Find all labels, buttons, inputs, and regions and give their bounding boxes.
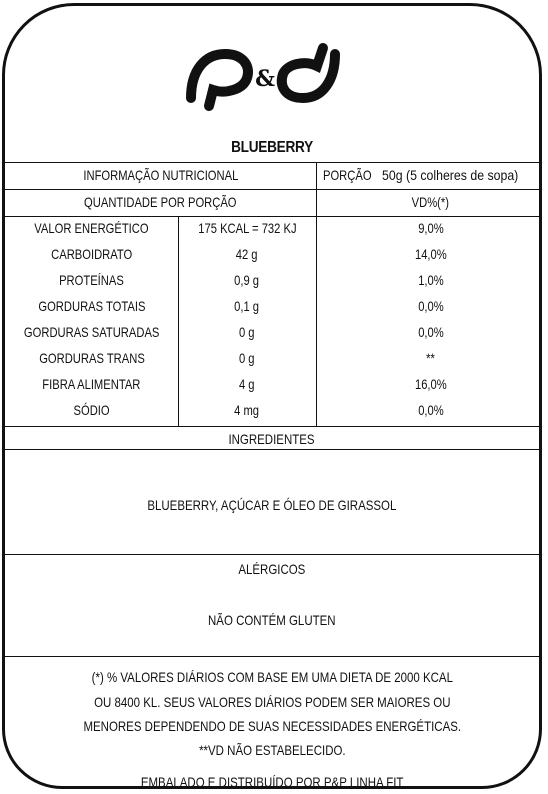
nutrient-amount: 42 g xyxy=(236,246,258,262)
nutrient-name: FIBRA ALIMENTAR xyxy=(42,376,141,392)
footnote-line: OU 8400 KL. SEUS VALORES DIÁRIOS PODEM SER MAIORES OU xyxy=(93,694,451,710)
ingredients-text: BLUEBERRY, AÇÚCAR E ÓLEO DE GIRASSOL xyxy=(147,497,397,513)
nutrient-name: SÓDIO xyxy=(73,402,110,418)
nutrient-amount: 175 KCAL = 732 KJ xyxy=(197,220,297,236)
nutrient-amount: 0 g xyxy=(239,350,255,366)
ingredients-title: INGREDIENTES xyxy=(228,431,316,447)
nutrient-vd: 0,0% xyxy=(417,298,444,314)
product-name: BLUEBERRY xyxy=(231,139,313,156)
nutrient-name: GORDURAS TRANS xyxy=(38,350,145,366)
nutrient-vd: 1,0% xyxy=(417,272,444,288)
nutrition-info-header: INFORMAÇÃO NUTRICIONAL xyxy=(83,167,238,183)
footnote-line: **VD NÃO ESTABELECIDO. xyxy=(198,742,346,758)
nutrient-vd: 16,0% xyxy=(414,376,447,392)
brand-logo xyxy=(185,40,345,120)
nutrient-name: GORDURAS SATURADAS xyxy=(23,324,160,340)
quantity-header: QUANTIDADE POR PORÇÃO xyxy=(84,194,237,210)
nutrient-amount: 0,9 g xyxy=(234,272,260,288)
nutrient-amount: 0,1 g xyxy=(234,298,260,314)
portion-value: 50g (5 colheres de sopa) xyxy=(381,167,518,183)
nutrient-name: PROTEÍNAS xyxy=(59,272,124,288)
vd-header: VD%(*) xyxy=(411,194,450,210)
portion-label: PORÇÃO xyxy=(323,167,372,183)
nutrient-amount: 4 g xyxy=(239,376,255,392)
footnote-line: MENORES DEPENDENDO DE SUAS NECESSIDADES ENERGÉTICAS. xyxy=(83,718,461,734)
nutrient-vd: 0,0% xyxy=(417,324,444,340)
nutrient-vd: 14,0% xyxy=(414,246,447,262)
svg-text:&: & xyxy=(255,66,275,92)
nutrient-vd: 0,0% xyxy=(417,402,444,418)
allergens-title: ALÉRGICOS xyxy=(238,561,306,577)
nutrient-name: CARBOIDRATO xyxy=(50,246,133,262)
nutrient-amount: 0 g xyxy=(239,324,255,340)
nutrient-vd: 9,0% xyxy=(417,220,444,236)
nutrient-name: GORDURAS TOTAIS xyxy=(37,298,146,314)
allergens-text: NÃO CONTÉM GLUTEN xyxy=(208,612,336,628)
nutrition-label xyxy=(2,3,542,789)
packer-line: EMBALADO E DISTRIBUÍDO POR P&P LINHA FIT xyxy=(140,774,404,789)
nutrient-amount: 4 mg xyxy=(234,402,260,418)
nutrient-vd: ** xyxy=(426,350,435,366)
footnote-line: (*) % VALORES DIÁRIOS COM BASE EM UMA DIETA DE 2000 KCAL xyxy=(91,669,453,685)
nutrient-name: VALOR ENERGÉTICO xyxy=(34,220,149,236)
